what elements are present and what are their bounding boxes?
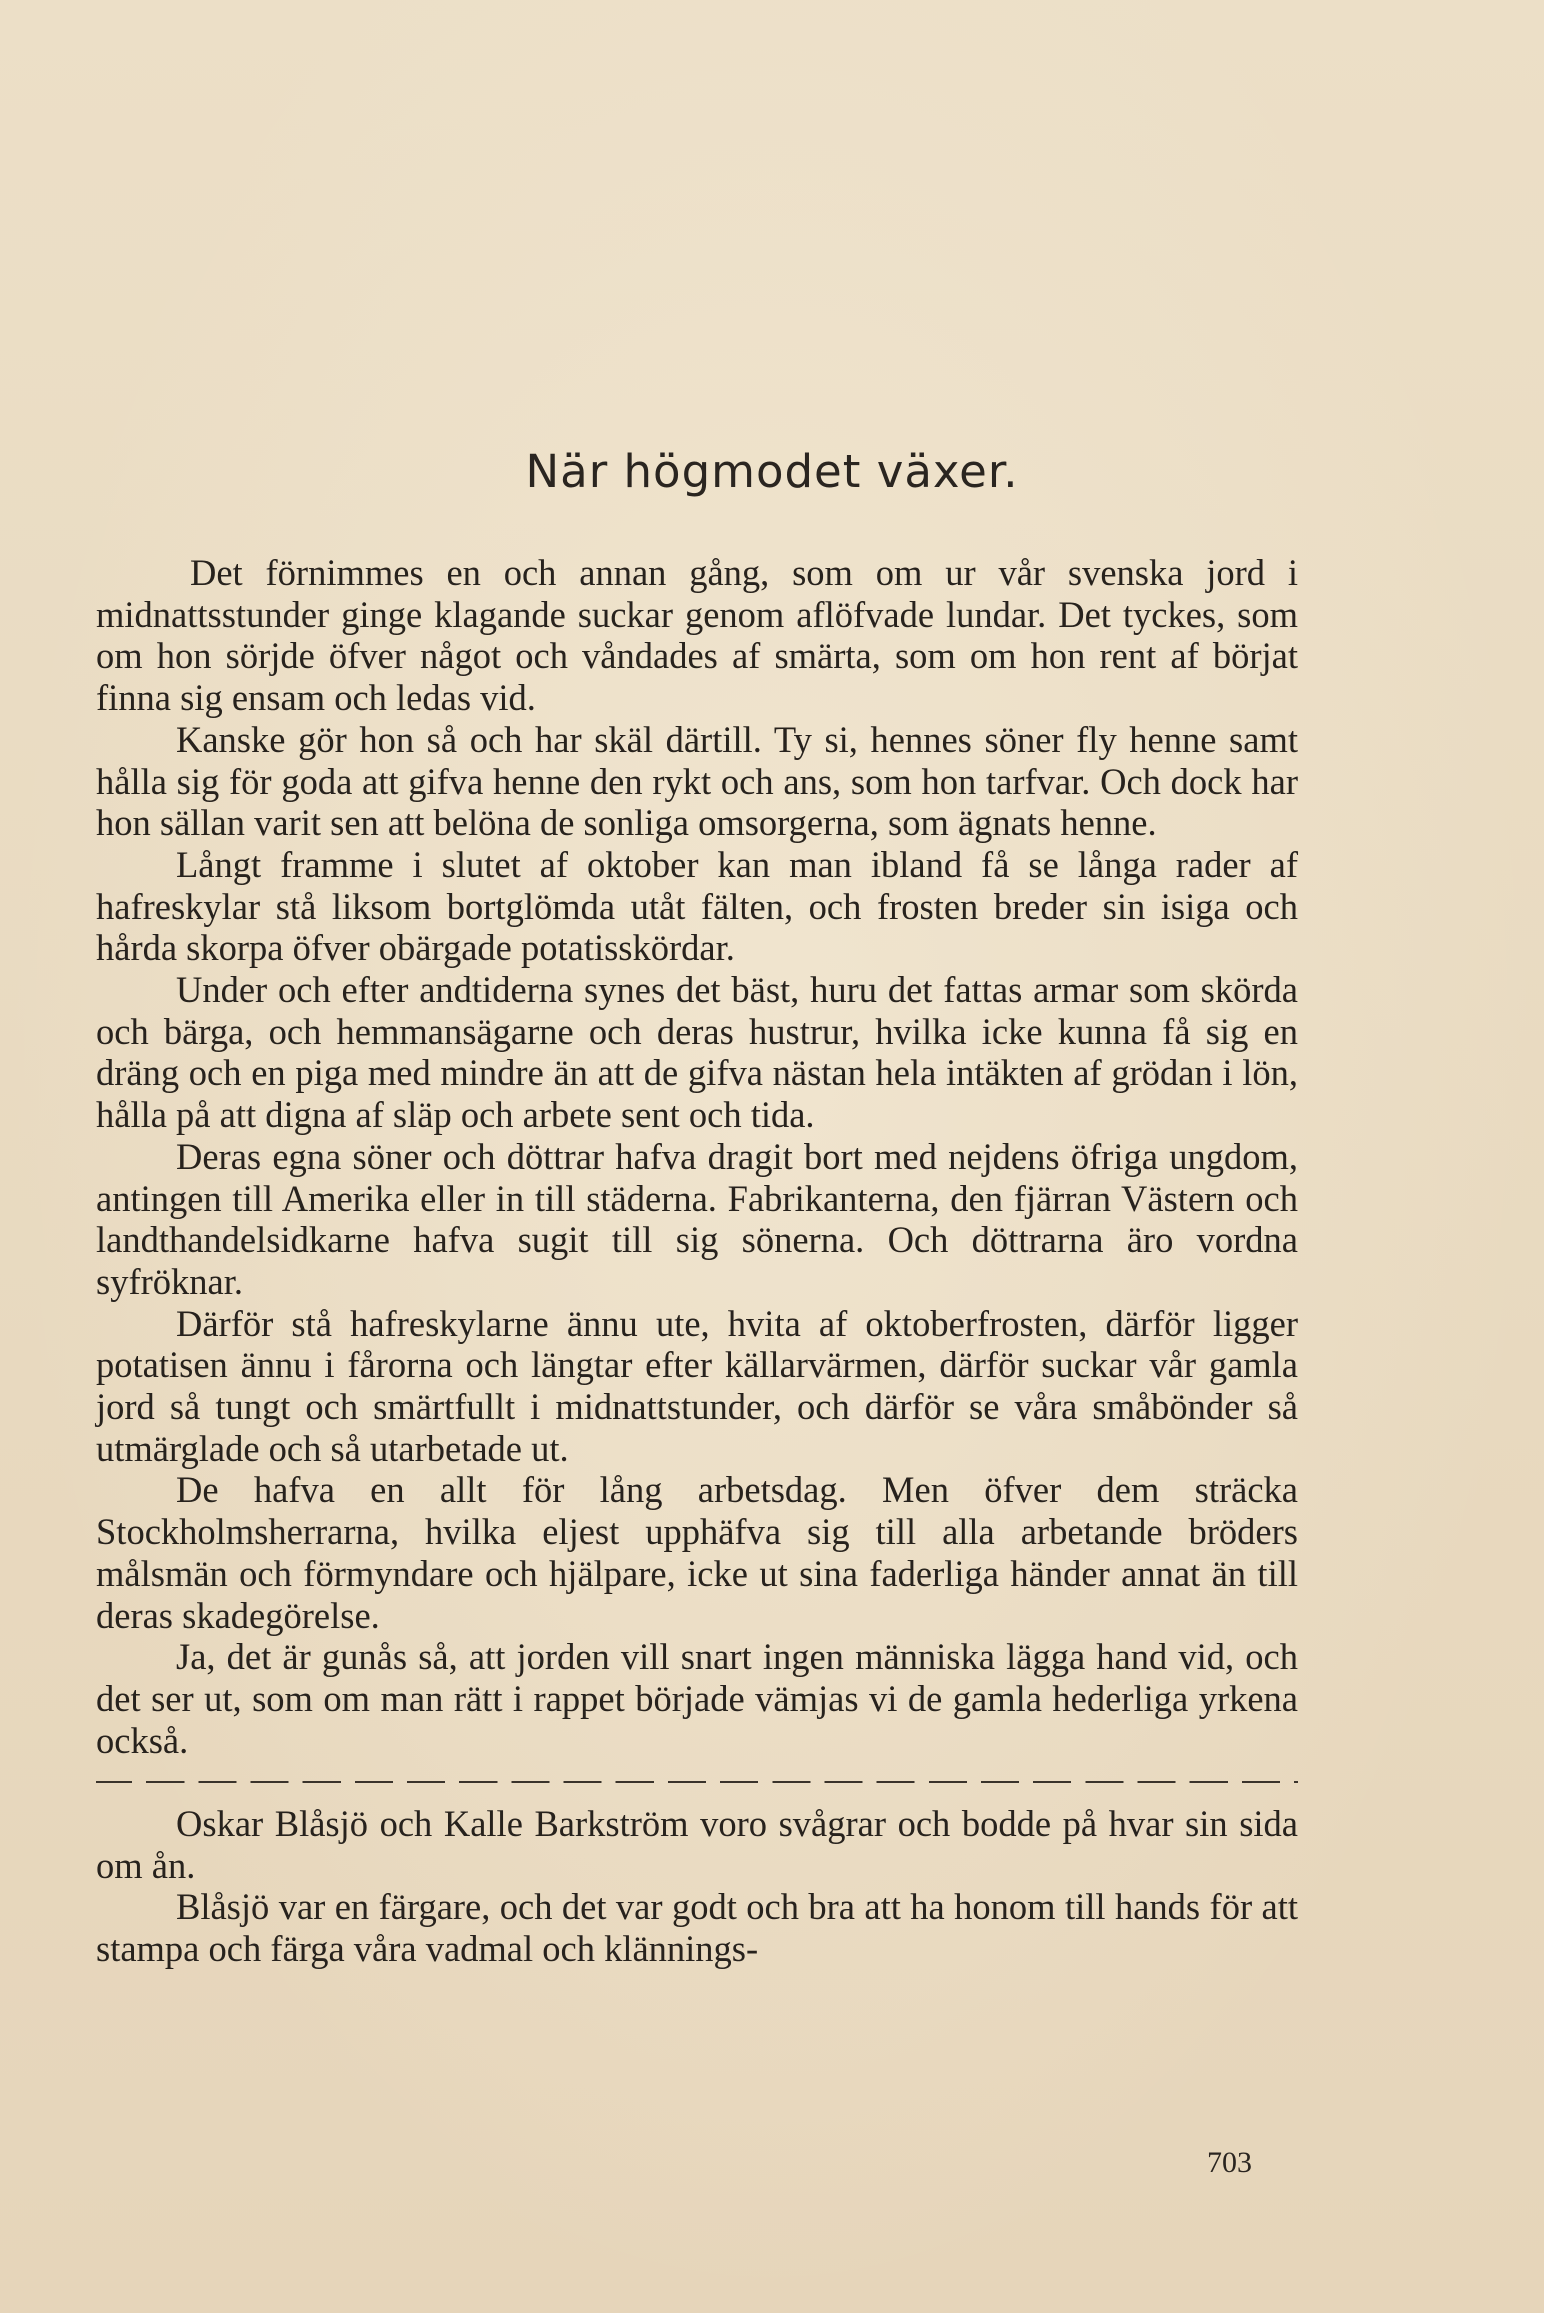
paragraph-2: Kanske gör hon så och har skäl därtill. Ty si, hennes söner fly henne samt hålla sig för goda att gifva henne den rykt och ans, som hon tarfvar. Och dock har hon sällan varit sen att belöna de sonliga omsorgerna, som ägnats henne. — [96, 718, 1298, 844]
page-number: 703 — [1207, 2146, 1252, 2179]
paragraph-4: Under och efter andtiderna synes det bäst, huru det fattas armar som skörda och bärga, och hemmansägarne och deras hustrur, hvilka icke kunna få sig en dräng och en piga med mindre än att de gifva nästan hela intäkten af grödan i lön, hålla på att digna af släp och arbete sent och tida. — [96, 969, 1298, 1136]
paragraph-7: De hafva en allt för lång arbetsdag. Men öfver dem sträcka Stockholmsherrarna, hvilka eljest upphäfva sig till alla arbetande bröders målsmän och förmyndare och hjälpare, icke ut sina faderliga händer annat än till deras skadegörelse. — [96, 1469, 1298, 1636]
dashed-rule — [96, 1781, 1298, 1783]
paragraph-5: Deras egna söner och döttrar hafva dragit bort med nejdens öfriga ungdom, antingen till Amerika eller in till städerna. Fabrikanterna, den fjärran Västern och landthandelsidkarne hafva sugit till sig sönerna. Och döttrarna äro vordna syfröknar. — [96, 1135, 1298, 1302]
paragraph-9: Oskar Blåsjö och Kalle Barkström voro svågrar och bodde på hvar sin sida om ån. — [96, 1803, 1298, 1886]
paragraph-8: Ja, det är gunås så, att jorden vill snart ingen människa lägga hand vid, och det ser ut, som om man rätt i rappet började vämjas vi de gamla hederliga yrkena också. — [96, 1636, 1298, 1761]
paragraph-1: Det förnimmes en och annan gång, som om ur vår svenska jord i midnattsstunder ginge klagande suckar genom aflöfvade lundar. Det tyckes, som om hon sörjde öfver något och våndades af smärta, som om hon rent af börjat finna sig ensam och ledas vid. — [96, 552, 1298, 719]
paragraph-3: Långt framme i slutet af oktober kan man ibland få se långa rader af hafreskylar stå liksom bortglömda utåt fälten, och frosten breder sin isiga och hårda skorpa öfver obärgade potatisskördar. — [96, 843, 1298, 969]
section-divider — [96, 1761, 1298, 1803]
body-text — [96, 552, 1298, 1970]
chapter-title: När högmodet växer. — [525, 445, 1019, 498]
paragraph-6: Därför stå hafreskylarne ännu ute, hvita af oktoberfrosten, därför ligger potatisen ännu i fårorna och längtar efter källarvärmen, därför suckar vår gamla jord så tungt och smärtfullt i midnattstunder, och därför se våra småbönder så utmärglade och så utarbetade ut. — [96, 1302, 1298, 1469]
paragraph-10: Blåsjö var en färgare, och det var godt och bra att ha honom till hands för att stampa och färga våra vadmal och klännings- — [96, 1886, 1298, 1970]
